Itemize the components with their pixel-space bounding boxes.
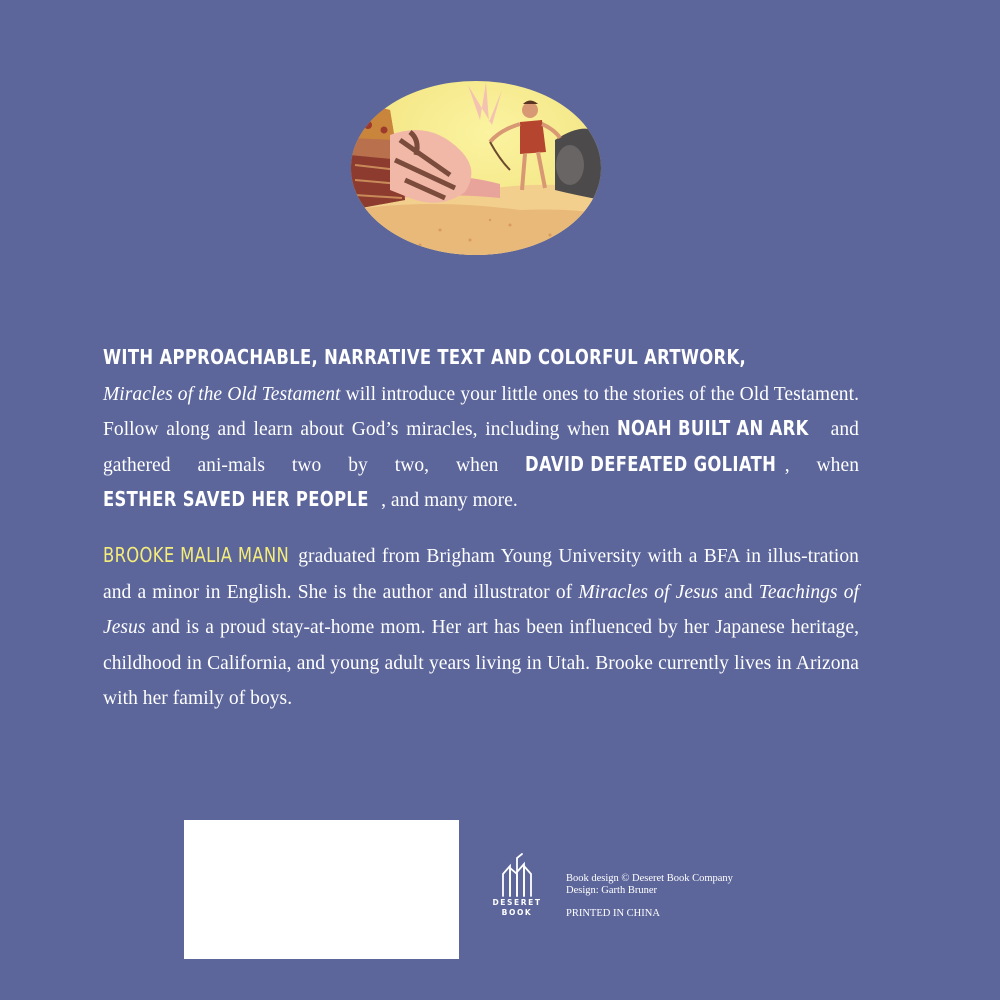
book-description: [103, 341, 859, 519]
deseret-book-logo: [486, 852, 548, 934]
book-miracles-of-jesus: Miracles of Jesus: [578, 581, 719, 603]
highlight-esther: ESTHER SAVED HER PEOPLE: [103, 487, 369, 511]
book-title-part-2: Old Testament: [227, 383, 341, 405]
blurb-lead: WITH APPROACHABLE, NARRATIVE TEXT AND COLORFUL ARTWORK,: [103, 345, 747, 369]
david-goliath-illustration: [350, 80, 602, 256]
credit-book-design: Book design © Deseret Book Company: [566, 873, 733, 884]
logo-text-deseret: DESERET: [492, 898, 542, 907]
bio-text-3: and is a proud stay-at-home mom. Her art has been influenced by her Japanese heritage, childhood in California, and young adult years living in Utah. Brooke currently lives in Arizona with her family of boys.: [103, 617, 859, 709]
blurb-text-1: will introduce your little ones to the stories of the Old Testament. Follow along and learn about God’s miracles, including when: [103, 383, 859, 440]
bio-text-1: graduated from Brigham Young University with a BFA in illus-tration and a minor in English. She is the author and illustrator of: [103, 546, 859, 603]
bio-text-2: and: [724, 581, 753, 603]
deseret-book-logo-icon: [500, 852, 534, 898]
book-teachings-of-jesus: Teachings of Jesus: [103, 581, 859, 638]
logo-text-book: BOOK: [501, 908, 533, 917]
credit-designer: Design: Garth Bruner: [566, 885, 657, 896]
author-bio: [103, 539, 859, 717]
author-name: BROOKE MALIA MANN: [103, 543, 290, 567]
blurb-text-4: , and many more.: [381, 490, 518, 511]
highlight-david: DAVID DEFEATED GOLIATH: [525, 451, 777, 476]
highlight-noah: NOAH BUILT AN ARK: [617, 416, 809, 440]
publisher-credits: [566, 873, 733, 920]
blurb-text-2: and gathered ani-mals two by two, when: [103, 419, 859, 476]
blurb-text-3: , when: [784, 454, 859, 476]
printed-in: PRINTED IN CHINA: [566, 908, 660, 919]
barcode-area: [184, 820, 459, 959]
book-title-part-1: Miracles of the: [103, 383, 223, 405]
